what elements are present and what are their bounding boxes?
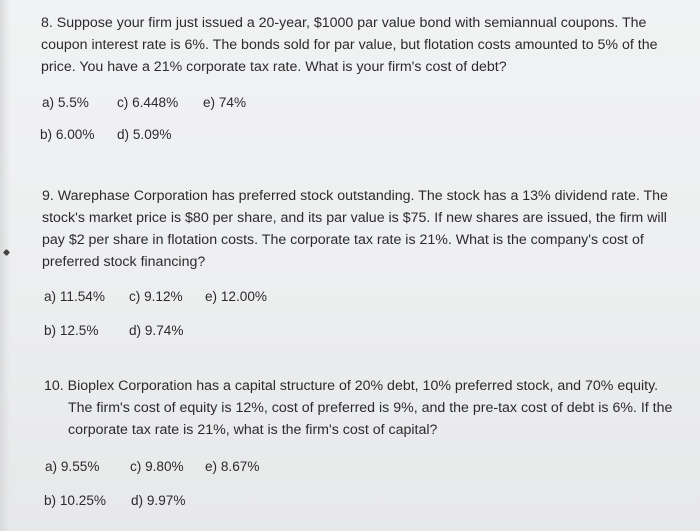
question-9-line-1: 9. Warephase Corporation has preferred stock outstanding. The stock has a 13% dividend rate. The [42,188,668,204]
question-10 [44,375,694,441]
question-8-line-2: coupon interest rate is 6%. The bonds sold for par value, but flotation costs amounted to 5% of the [41,37,658,53]
option-a: a) 5.5% [42,95,89,110]
option-e: e) 12.00% [205,289,267,304]
page-edge-shadow [0,0,10,531]
option-c: c) 6.448% [117,95,179,110]
option-c: c) 9.12% [129,289,183,304]
question-8 [41,12,691,78]
option-e: e) 8.67% [205,459,260,474]
question-9-line-2: stock's market price is $80 per share, and its par value is $75. If new shares are issued, the firm will [42,210,667,226]
option-b: b) 10.25% [44,493,106,508]
option-d: d) 5.09% [117,127,172,142]
option-c: c) 9.80% [130,459,184,474]
question-8-line-3: price. You have a 21% corporate tax rate. What is your firm's cost of debt? [41,59,507,75]
option-b: b) 6.00% [40,127,95,142]
question-9-line-3: pay $2 per share in flotation costs. The corporate tax rate is 21%. What is the company's cost of [42,232,644,248]
question-8-line-1: 8. Suppose your firm just issued a 20-year, $1000 par value bond with semiannual coupons. The [41,15,647,31]
option-a: a) 9.55% [45,459,100,474]
option-a: a) 11.54% [44,289,105,304]
question-10-line-2: The firm's cost of equity is 12%, cost of preferred is 9%, and the pre-tax cost of debt is 6%. If the [68,400,673,416]
option-d: d) 9.74% [129,323,184,338]
question-9-line-4: preferred stock financing? [42,254,206,270]
option-e: e) 74% [203,95,247,110]
option-b: b) 12.5% [44,323,99,338]
question-9 [42,185,692,273]
question-10-line-3: corporate tax rate is 21%, what is the firm's cost of capital? [68,422,438,438]
question-10-line-1: 10. Bioplex Corporation has a capital structure of 20% debt, 10% preferred stock, and 70% equity. [44,378,659,394]
option-d: d) 9.97% [131,493,186,508]
